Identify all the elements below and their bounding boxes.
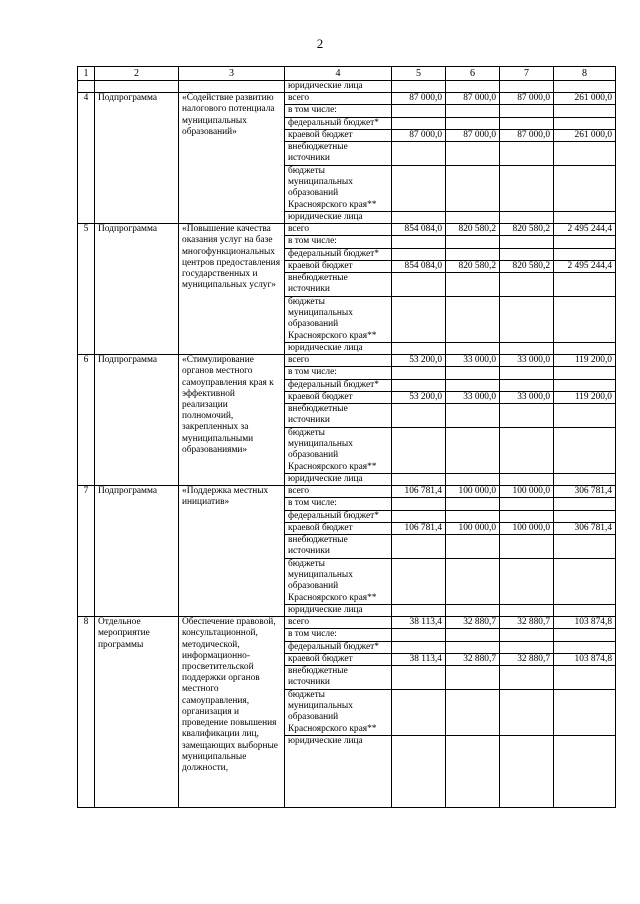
value-cell: 306 781,4 bbox=[554, 486, 616, 498]
value-cell bbox=[446, 690, 500, 736]
source-label: всего bbox=[285, 486, 392, 498]
row-number: 8 bbox=[78, 617, 95, 808]
value-cell bbox=[446, 559, 500, 605]
value-cell bbox=[446, 379, 500, 391]
row-type: Подпрограмма bbox=[95, 224, 179, 355]
value-cell bbox=[554, 666, 616, 690]
value-cell bbox=[500, 236, 554, 248]
source-label: бюджеты муниципальных образований Красноярского края** bbox=[285, 690, 392, 736]
value-cell bbox=[500, 166, 554, 212]
value-cell bbox=[500, 248, 554, 260]
value-cell bbox=[554, 428, 616, 474]
value-cell: 100 000,0 bbox=[446, 486, 500, 498]
row-number: 7 bbox=[78, 486, 95, 617]
value-cell bbox=[446, 474, 500, 486]
header-cell: 5 bbox=[392, 67, 446, 81]
value-cell bbox=[554, 736, 616, 808]
value-cell: 261 000,0 bbox=[554, 93, 616, 105]
value-cell bbox=[554, 559, 616, 605]
value-cell bbox=[446, 404, 500, 428]
value-cell bbox=[446, 273, 500, 297]
value-cell: 2 495 244,4 bbox=[554, 224, 616, 236]
value-cell bbox=[392, 559, 446, 605]
value-cell bbox=[554, 510, 616, 522]
table-row bbox=[78, 81, 616, 93]
value-cell: 106 781,4 bbox=[392, 522, 446, 534]
value-cell bbox=[500, 212, 554, 224]
value-cell bbox=[392, 641, 446, 653]
value-cell: 38 113,4 bbox=[392, 617, 446, 629]
source-label: юридические лица bbox=[285, 736, 392, 808]
table-row bbox=[78, 93, 616, 105]
value-cell bbox=[446, 142, 500, 166]
value-cell bbox=[446, 535, 500, 559]
value-cell bbox=[446, 498, 500, 510]
value-cell: 32 880,7 bbox=[500, 617, 554, 629]
value-cell: 820 580,2 bbox=[500, 224, 554, 236]
value-cell bbox=[500, 428, 554, 474]
source-label: внебюджетные источники bbox=[285, 535, 392, 559]
value-cell bbox=[392, 605, 446, 617]
value-cell bbox=[446, 166, 500, 212]
header-cell: 4 bbox=[285, 67, 392, 81]
value-cell bbox=[500, 498, 554, 510]
value-cell bbox=[554, 343, 616, 355]
page-number: 2 bbox=[316, 36, 324, 51]
value-cell: 820 580,2 bbox=[446, 224, 500, 236]
value-cell bbox=[392, 343, 446, 355]
table-row bbox=[78, 486, 616, 498]
value-cell bbox=[500, 117, 554, 129]
value-cell: 100 000,0 bbox=[500, 522, 554, 534]
value-cell bbox=[500, 535, 554, 559]
value-cell: 100 000,0 bbox=[500, 486, 554, 498]
row-number: 5 bbox=[78, 224, 95, 355]
value-cell bbox=[500, 273, 554, 297]
row-type: Подпрограмма bbox=[95, 93, 179, 224]
source-label: краевой бюджет bbox=[285, 391, 392, 403]
value-cell: 103 874,8 bbox=[554, 653, 616, 665]
source-label: бюджеты муниципальных образований Красноярского края** bbox=[285, 428, 392, 474]
value-cell bbox=[500, 690, 554, 736]
row-name: Обеспечение правовой, консультационной, методической, информационно-просветительской поддержки органов местного самоуправления, организация и проведение повышения квалификации лиц, замещающих выборные муниципальные должности, bbox=[179, 617, 285, 808]
value-cell bbox=[500, 510, 554, 522]
value-cell bbox=[554, 367, 616, 379]
source-label: в том числе: bbox=[285, 367, 392, 379]
source-label: в том числе: bbox=[285, 105, 392, 117]
source-label: в том числе: bbox=[285, 236, 392, 248]
source-label: федеральный бюджет* bbox=[285, 510, 392, 522]
value-cell bbox=[500, 629, 554, 641]
header-cell: 3 bbox=[179, 67, 285, 81]
value-cell: 2 495 244,4 bbox=[554, 260, 616, 272]
row-name: «Повышение качества оказания услуг на базе многофункциональных центров предоставления государственных и муниципальных услуг» bbox=[179, 224, 285, 355]
row-name: «Поддержка местных инициатив» bbox=[179, 486, 285, 617]
value-cell bbox=[446, 428, 500, 474]
header-cell: 8 bbox=[554, 67, 616, 81]
value-cell: 87 000,0 bbox=[500, 129, 554, 141]
value-cell bbox=[392, 105, 446, 117]
value-cell: 854 084,0 bbox=[392, 260, 446, 272]
source-label: юридические лица bbox=[285, 343, 392, 355]
source-label: всего bbox=[285, 617, 392, 629]
value-cell bbox=[392, 428, 446, 474]
value-cell: 32 880,7 bbox=[446, 617, 500, 629]
value-cell: 33 000,0 bbox=[500, 391, 554, 403]
value-cell bbox=[500, 404, 554, 428]
source-label: федеральный бюджет* bbox=[285, 379, 392, 391]
source-label: краевой бюджет bbox=[285, 653, 392, 665]
value-cell bbox=[554, 117, 616, 129]
row-name: «Содействие развитию налогового потенциала муниципальных образований» bbox=[179, 93, 285, 224]
value-cell bbox=[500, 559, 554, 605]
source-label: внебюджетные источники bbox=[285, 666, 392, 690]
value-cell: 32 880,7 bbox=[446, 653, 500, 665]
value-cell bbox=[500, 105, 554, 117]
value-cell bbox=[554, 212, 616, 224]
value-cell: 33 000,0 bbox=[446, 391, 500, 403]
row-name: «Стимулирование органов местного самоуправления края к эффективной реализации полномочий, закрепленных за муниципальными образованиями» bbox=[179, 355, 285, 486]
value-cell: 53 200,0 bbox=[392, 391, 446, 403]
value-cell bbox=[446, 343, 500, 355]
source-label: бюджеты муниципальных образований Красноярского края** bbox=[285, 559, 392, 605]
value-cell bbox=[500, 605, 554, 617]
value-cell bbox=[392, 367, 446, 379]
value-cell bbox=[446, 641, 500, 653]
row-type: Подпрограмма bbox=[95, 486, 179, 617]
value-cell: 87 000,0 bbox=[392, 93, 446, 105]
value-cell: 820 580,2 bbox=[446, 260, 500, 272]
value-cell bbox=[446, 605, 500, 617]
value-cell: 38 113,4 bbox=[392, 653, 446, 665]
source-label: юридические лица bbox=[285, 605, 392, 617]
source-label: внебюджетные источники bbox=[285, 273, 392, 297]
source-label: всего bbox=[285, 224, 392, 236]
value-cell bbox=[392, 166, 446, 212]
value-cell bbox=[392, 273, 446, 297]
value-cell bbox=[446, 629, 500, 641]
value-cell bbox=[392, 498, 446, 510]
source-label: внебюджетные источники bbox=[285, 142, 392, 166]
value-cell bbox=[392, 142, 446, 166]
value-cell bbox=[554, 498, 616, 510]
value-cell bbox=[554, 236, 616, 248]
value-cell bbox=[446, 212, 500, 224]
header-row bbox=[78, 67, 616, 81]
value-cell bbox=[392, 297, 446, 343]
value-cell: 87 000,0 bbox=[446, 129, 500, 141]
value-cell bbox=[446, 736, 500, 808]
value-cell bbox=[554, 142, 616, 166]
source-label: краевой бюджет bbox=[285, 522, 392, 534]
value-cell bbox=[500, 736, 554, 808]
value-cell bbox=[554, 273, 616, 297]
value-cell: 306 781,4 bbox=[554, 522, 616, 534]
value-cell bbox=[392, 236, 446, 248]
source-label: юридические лица bbox=[285, 212, 392, 224]
value-cell bbox=[554, 690, 616, 736]
source-label: юридические лица bbox=[285, 81, 392, 93]
value-cell bbox=[392, 379, 446, 391]
row-number: 4 bbox=[78, 93, 95, 224]
header-cell: 1 bbox=[78, 67, 95, 81]
value-cell: 261 000,0 bbox=[554, 129, 616, 141]
source-label: бюджеты муниципальных образований Красноярского края** bbox=[285, 297, 392, 343]
value-cell: 100 000,0 bbox=[446, 522, 500, 534]
value-cell: 87 000,0 bbox=[392, 129, 446, 141]
header-cell: 2 bbox=[95, 67, 179, 81]
value-cell bbox=[392, 736, 446, 808]
header-cell: 7 bbox=[500, 67, 554, 81]
value-cell bbox=[446, 510, 500, 522]
value-cell bbox=[446, 666, 500, 690]
value-cell: 119 200,0 bbox=[554, 391, 616, 403]
source-label: федеральный бюджет* bbox=[285, 641, 392, 653]
value-cell bbox=[500, 379, 554, 391]
value-cell: 33 000,0 bbox=[446, 355, 500, 367]
value-cell bbox=[446, 248, 500, 260]
value-cell bbox=[554, 474, 616, 486]
value-cell bbox=[554, 641, 616, 653]
table-row bbox=[78, 224, 616, 236]
value-cell bbox=[554, 105, 616, 117]
value-cell bbox=[500, 343, 554, 355]
value-cell bbox=[500, 641, 554, 653]
value-cell: 33 000,0 bbox=[500, 355, 554, 367]
value-cell bbox=[500, 666, 554, 690]
value-cell: 87 000,0 bbox=[446, 93, 500, 105]
source-label: в том числе: bbox=[285, 629, 392, 641]
value-cell bbox=[446, 297, 500, 343]
value-cell: 87 000,0 bbox=[500, 93, 554, 105]
value-cell bbox=[554, 629, 616, 641]
value-cell: 854 084,0 bbox=[392, 224, 446, 236]
value-cell bbox=[500, 474, 554, 486]
value-cell bbox=[554, 605, 616, 617]
value-cell bbox=[392, 629, 446, 641]
source-label: юридические лица bbox=[285, 474, 392, 486]
value-cell bbox=[392, 535, 446, 559]
value-cell bbox=[446, 367, 500, 379]
value-cell bbox=[446, 117, 500, 129]
value-cell: 53 200,0 bbox=[392, 355, 446, 367]
value-cell bbox=[392, 666, 446, 690]
source-label: всего bbox=[285, 355, 392, 367]
budget-table bbox=[77, 66, 616, 808]
row-number: 6 bbox=[78, 355, 95, 486]
value-cell bbox=[392, 404, 446, 428]
value-cell bbox=[392, 117, 446, 129]
value-cell bbox=[392, 690, 446, 736]
row-type: Отдельное мероприятие программы bbox=[95, 617, 179, 808]
source-label: краевой бюджет bbox=[285, 129, 392, 141]
source-label: федеральный бюджет* bbox=[285, 117, 392, 129]
source-label: внебюджетные источники bbox=[285, 404, 392, 428]
value-cell bbox=[500, 367, 554, 379]
value-cell bbox=[500, 142, 554, 166]
source-label: всего bbox=[285, 93, 392, 105]
value-cell bbox=[554, 404, 616, 428]
table-row bbox=[78, 617, 616, 629]
value-cell: 820 580,2 bbox=[500, 260, 554, 272]
value-cell bbox=[392, 510, 446, 522]
value-cell: 103 874,8 bbox=[554, 617, 616, 629]
header-cell: 6 bbox=[446, 67, 500, 81]
source-label: в том числе: bbox=[285, 498, 392, 510]
value-cell bbox=[554, 248, 616, 260]
source-label: федеральный бюджет* bbox=[285, 248, 392, 260]
value-cell: 119 200,0 bbox=[554, 355, 616, 367]
table-row bbox=[78, 355, 616, 367]
source-label: бюджеты муниципальных образований Красноярского края** bbox=[285, 166, 392, 212]
value-cell bbox=[446, 105, 500, 117]
value-cell bbox=[554, 535, 616, 559]
row-type: Подпрограмма bbox=[95, 355, 179, 486]
value-cell bbox=[446, 236, 500, 248]
value-cell: 106 781,4 bbox=[392, 486, 446, 498]
value-cell bbox=[554, 166, 616, 212]
value-cell: 32 880,7 bbox=[500, 653, 554, 665]
value-cell bbox=[554, 297, 616, 343]
value-cell bbox=[392, 248, 446, 260]
value-cell bbox=[500, 297, 554, 343]
value-cell bbox=[392, 212, 446, 224]
value-cell bbox=[392, 474, 446, 486]
source-label: краевой бюджет bbox=[285, 260, 392, 272]
value-cell bbox=[554, 379, 616, 391]
